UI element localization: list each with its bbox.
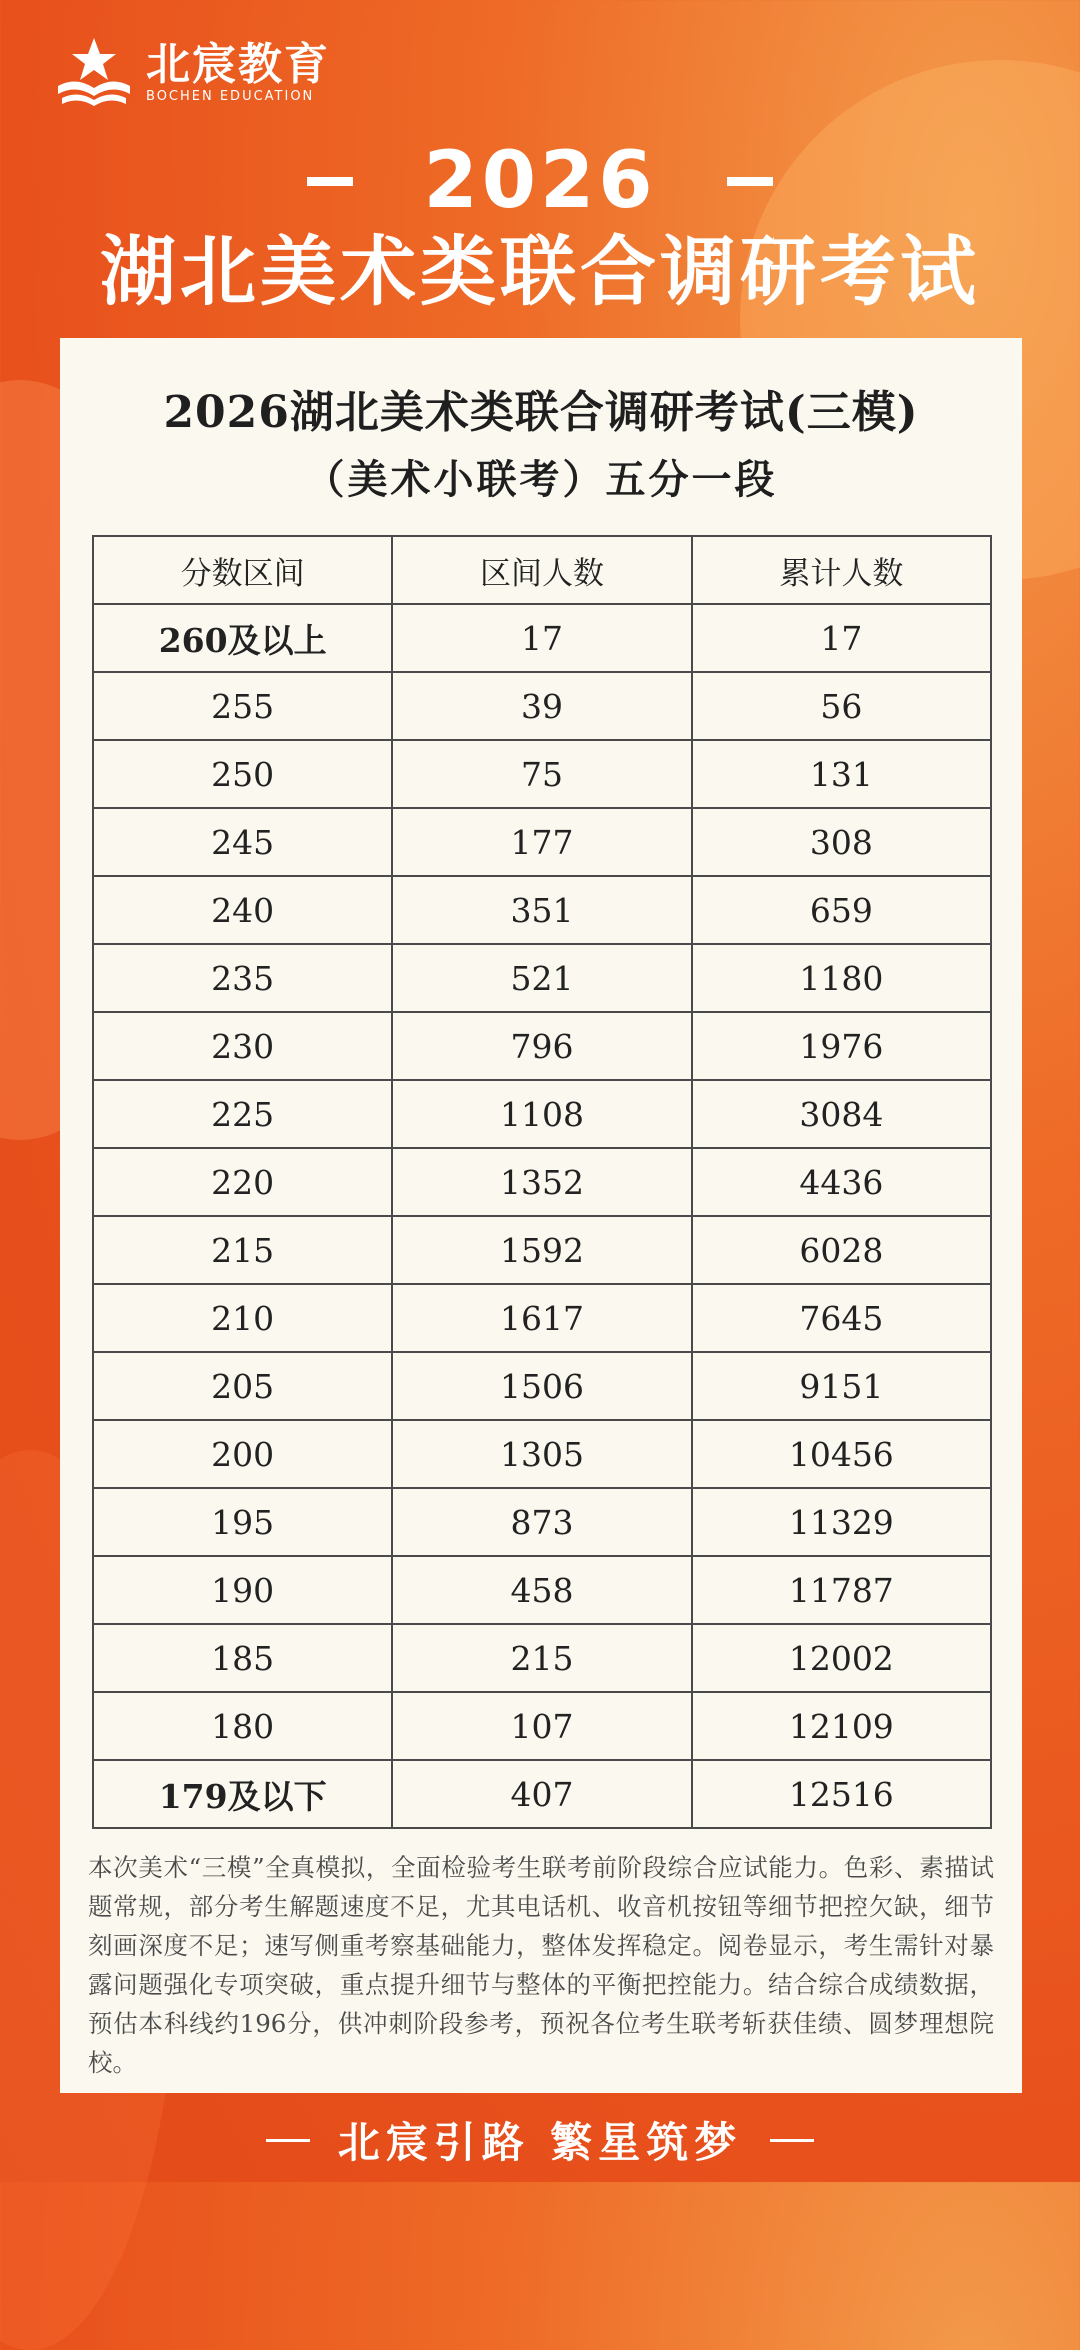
cell-score: 215 bbox=[93, 1216, 392, 1284]
table-row bbox=[93, 672, 991, 740]
header-year: 2026 bbox=[423, 136, 657, 226]
cell-cumulative: 11329 bbox=[692, 1488, 991, 1556]
cell-score: 205 bbox=[93, 1352, 392, 1420]
cell-count: 796 bbox=[392, 1012, 691, 1080]
table-row bbox=[93, 1488, 991, 1556]
cell-score: 220 bbox=[93, 1148, 392, 1216]
cell-cumulative: 9151 bbox=[692, 1352, 991, 1420]
cell-score: 185 bbox=[93, 1624, 392, 1692]
table-row bbox=[93, 876, 991, 944]
cell-score: 250 bbox=[93, 740, 392, 808]
cell-count: 1617 bbox=[392, 1284, 691, 1352]
cell-cumulative: 659 bbox=[692, 876, 991, 944]
table-row bbox=[93, 604, 991, 672]
cell-score: 255 bbox=[93, 672, 392, 740]
page-title: 湖北美术类联合调研考试 bbox=[100, 227, 980, 316]
brand-name: 北宸教育 bbox=[146, 39, 330, 90]
cell-score: 210 bbox=[93, 1284, 392, 1352]
cell-cumulative: 1180 bbox=[692, 944, 991, 1012]
cell-score: 235 bbox=[93, 944, 392, 1012]
table-row bbox=[93, 944, 991, 1012]
cell-score: 245 bbox=[93, 808, 392, 876]
cell-score: 240 bbox=[93, 876, 392, 944]
footer-slogan bbox=[0, 2110, 1080, 2170]
cell-score: 230 bbox=[93, 1012, 392, 1080]
cell-cumulative: 3084 bbox=[692, 1080, 991, 1148]
table-row bbox=[93, 1352, 991, 1420]
score-distribution-table bbox=[92, 535, 992, 1829]
cell-count: 1352 bbox=[392, 1148, 691, 1216]
cell-count: 75 bbox=[392, 740, 691, 808]
cell-cumulative: 1976 bbox=[692, 1012, 991, 1080]
cell-count: 17 bbox=[392, 604, 691, 672]
brand-name-en: BOCHEN EDUCATION bbox=[146, 89, 315, 104]
cell-count: 1108 bbox=[392, 1080, 691, 1148]
dash-left bbox=[307, 177, 353, 186]
cell-score: 260及以上 bbox=[93, 604, 392, 672]
cell-count: 215 bbox=[392, 1624, 691, 1692]
cell-cumulative: 4436 bbox=[692, 1148, 991, 1216]
cell-score: 190 bbox=[93, 1556, 392, 1624]
cell-cumulative: 12516 bbox=[692, 1760, 991, 1828]
score-card bbox=[60, 338, 1022, 2093]
table-row bbox=[93, 808, 991, 876]
slogan-text: 北宸引路 繁星筑梦 bbox=[337, 2118, 743, 2167]
cell-count: 458 bbox=[392, 1556, 691, 1624]
cell-score: 195 bbox=[93, 1488, 392, 1556]
analysis-note: 本次美术“三模”全真模拟，全面检验考生联考前阶段综合应试能力。色彩、素描试题常规，部分考生解题速度不足，尤其电话机、收音机按钮等细节把控欠缺，细节刻画深度不足；速写侧重考察基础能力，整体发挥稳定。阅卷显示，考生需针对暴露问题强化专项突破，重点提升细节与整体的平衡把控能力。结合综合成绩数据，预估本科线约196分，供冲刺阶段参考，预祝各位考生联考斩获佳绩、圆梦理想院校。 bbox=[88, 1853, 994, 2077]
table-row bbox=[93, 740, 991, 808]
cell-score: 180 bbox=[93, 1692, 392, 1760]
table-row bbox=[93, 1420, 991, 1488]
cell-count: 177 bbox=[392, 808, 691, 876]
cell-count: 1305 bbox=[392, 1420, 691, 1488]
year-heading bbox=[0, 136, 1080, 226]
slogan-line-left bbox=[266, 2139, 310, 2142]
dash-right bbox=[727, 177, 773, 186]
slogan-line-right bbox=[770, 2139, 814, 2142]
brand-logo bbox=[52, 36, 330, 110]
cell-cumulative: 7645 bbox=[692, 1284, 991, 1352]
cell-score: 179及以下 bbox=[93, 1760, 392, 1828]
table-row bbox=[93, 1760, 991, 1828]
cell-cumulative: 12109 bbox=[692, 1692, 991, 1760]
cell-count: 351 bbox=[392, 876, 691, 944]
cell-count: 1592 bbox=[392, 1216, 691, 1284]
table-row bbox=[93, 1012, 991, 1080]
cell-count: 521 bbox=[392, 944, 691, 1012]
cell-cumulative: 12002 bbox=[692, 1624, 991, 1692]
cell-score: 225 bbox=[93, 1080, 392, 1148]
card-title: 2026湖北美术类联合调研考试(三模) bbox=[163, 387, 919, 438]
cell-count: 39 bbox=[392, 672, 691, 740]
column-header-count: 区间人数 bbox=[392, 536, 691, 604]
table-row bbox=[93, 1624, 991, 1692]
cell-count: 873 bbox=[392, 1488, 691, 1556]
table-row bbox=[93, 1148, 991, 1216]
table-row bbox=[93, 1080, 991, 1148]
cell-cumulative: 131 bbox=[692, 740, 991, 808]
table-header-row bbox=[93, 536, 991, 604]
table-row bbox=[93, 1216, 991, 1284]
logo-icon bbox=[52, 36, 136, 110]
cell-count: 107 bbox=[392, 1692, 691, 1760]
table-row bbox=[93, 1692, 991, 1760]
cell-cumulative: 6028 bbox=[692, 1216, 991, 1284]
table-row bbox=[93, 1284, 991, 1352]
cell-cumulative: 17 bbox=[692, 604, 991, 672]
cell-cumulative: 56 bbox=[692, 672, 991, 740]
column-header-cumulative: 累计人数 bbox=[692, 536, 991, 604]
cell-count: 407 bbox=[392, 1760, 691, 1828]
cell-count: 1506 bbox=[392, 1352, 691, 1420]
cell-cumulative: 308 bbox=[692, 808, 991, 876]
cell-cumulative: 10456 bbox=[692, 1420, 991, 1488]
column-header-score: 分数区间 bbox=[93, 536, 392, 604]
table-row bbox=[93, 1556, 991, 1624]
cell-cumulative: 11787 bbox=[692, 1556, 991, 1624]
card-subtitle: （美术小联考）五分一段 bbox=[304, 456, 778, 503]
cell-score: 200 bbox=[93, 1420, 392, 1488]
